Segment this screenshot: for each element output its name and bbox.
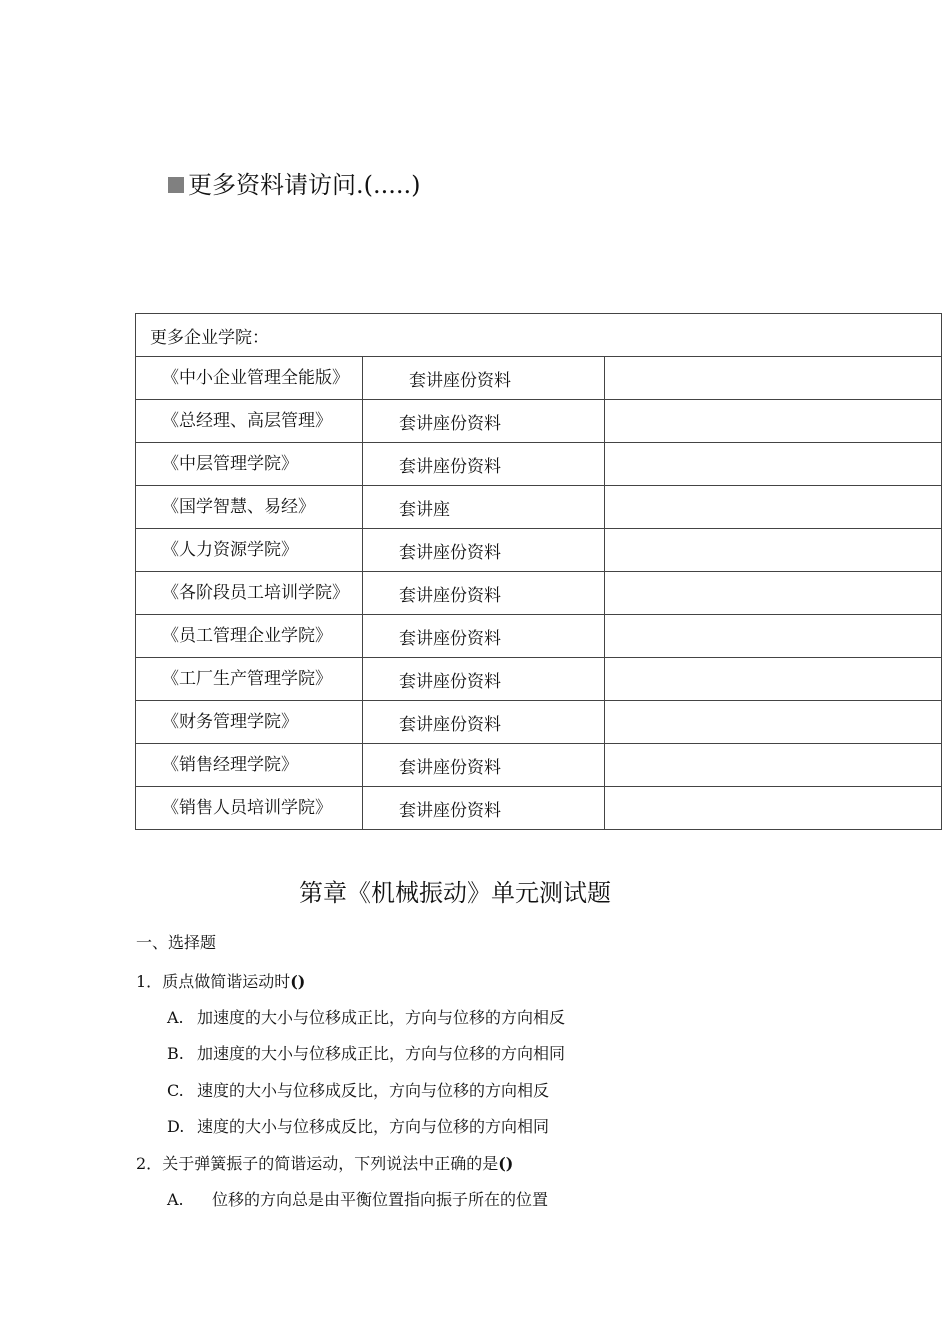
- course-extra: [605, 529, 942, 572]
- course-name: 《销售人员培训学院》: [136, 787, 363, 830]
- course-name: 《人力资源学院》: [136, 529, 363, 572]
- course-name: 《中层管理学院》: [136, 443, 363, 486]
- option-text: 速度的大小与位移成反比，方向与位移的方向相同: [197, 1117, 550, 1136]
- course-material: 套讲座份资料: [363, 443, 605, 486]
- course-extra: [605, 357, 942, 400]
- course-extra: [605, 701, 942, 744]
- option-letter: D.: [167, 1117, 185, 1136]
- option-text: 加速度的大小与位移成正比，方向与位移的方向相反: [197, 1008, 566, 1027]
- course-name: 《国学智慧、易经》: [136, 486, 363, 529]
- course-extra: [605, 787, 942, 830]
- question-text: 质点做简谐运动时: [162, 972, 291, 991]
- option-b: [167, 1043, 565, 1065]
- option-text: 加速度的大小与位移成正比，方向与位移的方向相同: [197, 1044, 566, 1063]
- option-letter: C.: [167, 1081, 184, 1100]
- option-text: 位移的方向总是由平衡位置指向振子所在的位置: [212, 1190, 549, 1209]
- course-name: 《总经理、高层管理》: [136, 400, 363, 443]
- answer-blank: (): [290, 972, 306, 991]
- table-header-row: [136, 314, 942, 357]
- table-row: [136, 658, 942, 701]
- table-row: [136, 357, 942, 400]
- option-letter: B.: [167, 1044, 184, 1063]
- course-material: 套讲座份资料: [363, 400, 605, 443]
- table-row: [136, 701, 942, 744]
- course-name: 《中小企业管理全能版》: [136, 357, 363, 400]
- resource-banner: [168, 168, 421, 202]
- course-name: 《员工管理企业学院》: [136, 615, 363, 658]
- option-text: 速度的大小与位移成反比，方向与位移的方向相反: [197, 1081, 550, 1100]
- course-extra: [605, 486, 942, 529]
- question-2: [136, 1153, 513, 1175]
- question-1: [136, 971, 305, 993]
- course-material: 套讲座份资料: [363, 615, 605, 658]
- table-row: [136, 744, 942, 787]
- table-row: [136, 787, 942, 830]
- section-heading: 一、选择题: [136, 933, 217, 952]
- option-letter: A.: [167, 1008, 184, 1027]
- table-row: [136, 615, 942, 658]
- course-material: 套讲座份资料: [363, 658, 605, 701]
- square-bullet-icon: [168, 177, 184, 193]
- table-header: 更多企业学院：: [136, 314, 942, 357]
- table-row: [136, 572, 942, 615]
- question-number: 2．: [136, 1154, 163, 1173]
- course-extra: [605, 572, 942, 615]
- course-table: [135, 313, 942, 830]
- option-c: [167, 1080, 549, 1102]
- course-name: 《各阶段员工培训学院》: [136, 572, 363, 615]
- table-row: [136, 443, 942, 486]
- banner-text: 更多资料请访问.(.....): [188, 171, 421, 199]
- course-material: 套讲座份资料: [363, 744, 605, 787]
- option-letter: A.: [167, 1190, 184, 1209]
- course-material: 套讲座份资料: [363, 572, 605, 615]
- table-row: [136, 529, 942, 572]
- course-name: 《工厂生产管理学院》: [136, 658, 363, 701]
- course-material: 套讲座份资料: [363, 357, 605, 400]
- course-material: 套讲座: [363, 486, 605, 529]
- table-row: [136, 400, 942, 443]
- option-a: [167, 1007, 565, 1029]
- course-extra: [605, 400, 942, 443]
- course-material: 套讲座份资料: [363, 787, 605, 830]
- course-extra: [605, 443, 942, 486]
- course-extra: [605, 658, 942, 701]
- question-number: 1．: [136, 972, 163, 991]
- course-extra: [605, 615, 942, 658]
- option-a: [167, 1189, 548, 1211]
- course-extra: [605, 744, 942, 787]
- table-row: [136, 486, 942, 529]
- test-title: 第章《机械振动》单元测试题: [299, 879, 611, 907]
- course-name: 《财务管理学院》: [136, 701, 363, 744]
- answer-blank: (): [498, 1154, 514, 1173]
- course-name: 《销售经理学院》: [136, 744, 363, 787]
- course-material: 套讲座份资料: [363, 529, 605, 572]
- option-d: [167, 1116, 549, 1138]
- course-material: 套讲座份资料: [363, 701, 605, 744]
- question-text: 关于弹簧振子的简谐运动，下列说法中正确的是: [162, 1154, 499, 1173]
